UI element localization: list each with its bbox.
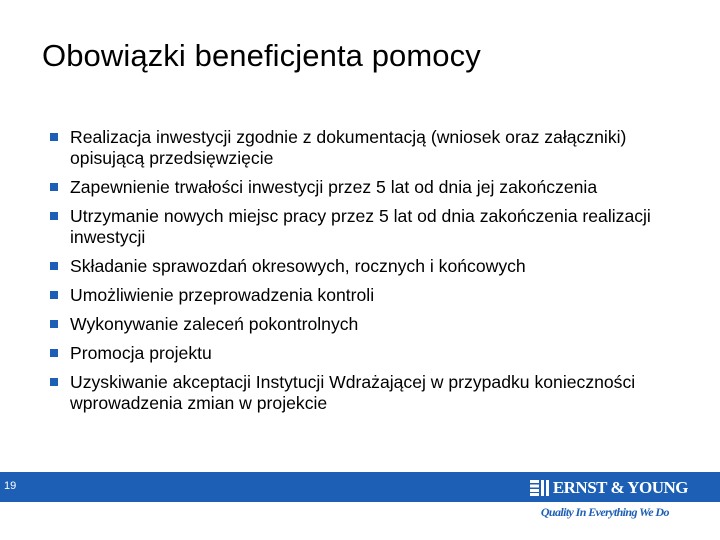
square-bullet-icon <box>50 291 58 299</box>
page-number: 19 <box>4 480 17 492</box>
bullet-item <box>50 285 670 306</box>
bullet-text: Utrzymanie nowych miejsc pracy przez 5 lat od dnia zakończenia realizacji inwestycji <box>70 206 651 247</box>
logo-name: ERNST & YOUNG <box>552 478 688 497</box>
logo-wordmark <box>530 479 688 497</box>
square-bullet-icon <box>50 320 58 328</box>
bullet-item <box>50 314 670 335</box>
bullet-text: Składanie sprawozdań okresowych, rocznych i końcowych <box>70 256 526 276</box>
logo-tagline: Quality In Everything We Do <box>540 505 669 519</box>
square-bullet-icon <box>50 378 58 386</box>
bullet-item <box>50 343 670 364</box>
bullet-item <box>50 206 670 248</box>
square-bullet-icon <box>50 349 58 357</box>
bullet-item <box>50 177 670 198</box>
square-bullet-icon <box>50 262 58 270</box>
bullet-text: Wykonywanie zaleceń pokontrolnych <box>70 314 359 334</box>
ernst-young-logo <box>530 479 688 520</box>
bullet-text: Uzyskiwanie akceptacji Instytucji Wdrażającej w przypadku konieczności wprowadzenia zmian w projekcie <box>70 372 636 413</box>
bullet-text: Promocja projektu <box>70 343 212 363</box>
bullet-item <box>50 127 670 169</box>
bullet-list <box>50 127 670 422</box>
bullet-item <box>50 372 670 414</box>
bullet-text: Umożliwienie przeprowadzenia kontroli <box>70 285 375 305</box>
square-bullet-icon <box>50 133 58 141</box>
bullet-text: Realizacja inwestycji zgodnie z dokumentacją (wniosek oraz załączniki) opisującą przedsięwzięcie <box>70 127 627 168</box>
logo-mark-icon <box>530 480 550 496</box>
bullet-item <box>50 256 670 277</box>
square-bullet-icon <box>50 183 58 191</box>
bullet-text: Zapewnienie trwałości inwestycji przez 5 lat od dnia jej zakończenia <box>70 177 598 197</box>
slide-title: Obowiązki beneficjenta pomocy <box>42 38 481 73</box>
square-bullet-icon <box>50 212 58 220</box>
